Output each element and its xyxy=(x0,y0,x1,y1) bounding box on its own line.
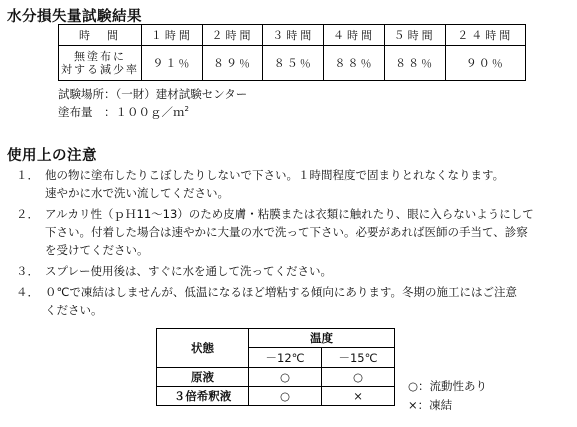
item-2-number: ２． xyxy=(16,207,39,221)
value-4h: ８８％ xyxy=(324,46,385,81)
value-2h: ８９％ xyxy=(202,46,263,81)
header-time-3h: ３時間 xyxy=(263,25,324,46)
header-temperature: 温度 xyxy=(249,329,395,348)
row-label-line2: 対する減少率 xyxy=(61,63,139,76)
header-state: 状態 xyxy=(157,329,249,368)
row-label-undiluted: 原液 xyxy=(157,368,249,387)
table-header-row xyxy=(59,25,526,46)
cell-3x-diluted-minus12: ○ xyxy=(249,387,322,406)
value-3h: ８５％ xyxy=(263,46,324,81)
legend-circle: ○：流動性あり xyxy=(408,379,488,393)
header-time-2h: ２時間 xyxy=(202,25,263,46)
coating-unit-superscript: 2 xyxy=(184,105,189,113)
value-24h: ９０％ xyxy=(445,46,525,81)
cell-undiluted-minus12: ○ xyxy=(249,368,322,387)
item-3-number: ３． xyxy=(16,264,39,278)
header-time-1h: １時間 xyxy=(142,25,203,46)
header-temp-minus12: －12℃ xyxy=(249,348,322,368)
row-label-line1: 無塗布に xyxy=(74,50,126,63)
header-temp-minus15: －15℃ xyxy=(322,348,395,368)
table-row xyxy=(157,329,395,348)
item-2-line-2: 下さい。付着した場合は速やかに大量の水で洗って下さい。必要があれば医師の手当て、診察 xyxy=(45,225,528,239)
value-5h: ８８％ xyxy=(384,46,445,81)
cell-undiluted-minus15: ○ xyxy=(322,368,395,387)
item-3-line-1: スプレー使用後は、すぐに水を通して洗ってください。 xyxy=(45,264,333,278)
cell-3x-diluted-minus15: × xyxy=(322,387,395,406)
test-site-text: 試験場所：（一財）建材試験センター xyxy=(58,87,248,101)
item-2-line-1: アルカリ性（ｐＨ11～13）のため皮膚・粘膜または衣類に触れたり、眼に入らないようにして xyxy=(45,207,534,221)
header-time-24h: ２４時間 xyxy=(445,25,525,46)
legend-cross: ×：凍結 xyxy=(408,398,453,412)
table-row xyxy=(59,46,526,81)
item-4-line-1: ０℃で凍結はしませんが、低温になるほど増粘する傾向にあります。冬期の施工にはご注意 xyxy=(45,285,517,299)
value-1h: ９１％ xyxy=(142,46,203,81)
freeze-state-table xyxy=(156,328,395,406)
table-row xyxy=(157,368,395,387)
coating-amount-text xyxy=(58,104,189,120)
coating-amount-main: 塗布量 ：１００ｇ／ｍ xyxy=(58,105,185,119)
section-title-water-loss: 水分損失量試験結果 xyxy=(7,9,142,25)
water-loss-table xyxy=(58,24,526,81)
item-1-line-2: 速やかに水で洗い流してください。 xyxy=(45,186,229,200)
header-time-label: 時 間 xyxy=(59,25,142,46)
header-time-4h: ４時間 xyxy=(324,25,385,46)
row-label-reduction xyxy=(59,46,142,81)
header-time-5h: ５時間 xyxy=(384,25,445,46)
row-label-3x-diluted: ３倍希釈液 xyxy=(157,387,249,406)
section-title-precautions: 使用上の注意 xyxy=(7,148,97,164)
item-4-line-2: ください。 xyxy=(45,303,103,317)
item-2-line-3: を受けてください。 xyxy=(45,243,149,257)
item-4-number: ４． xyxy=(16,285,39,299)
table-row xyxy=(157,387,395,406)
item-1-line-1: 他の物に塗布したりこぼしたりしないで下さい。１時間程度で固まりとれなくなります。 xyxy=(45,168,505,182)
item-1-number: １． xyxy=(16,168,39,182)
